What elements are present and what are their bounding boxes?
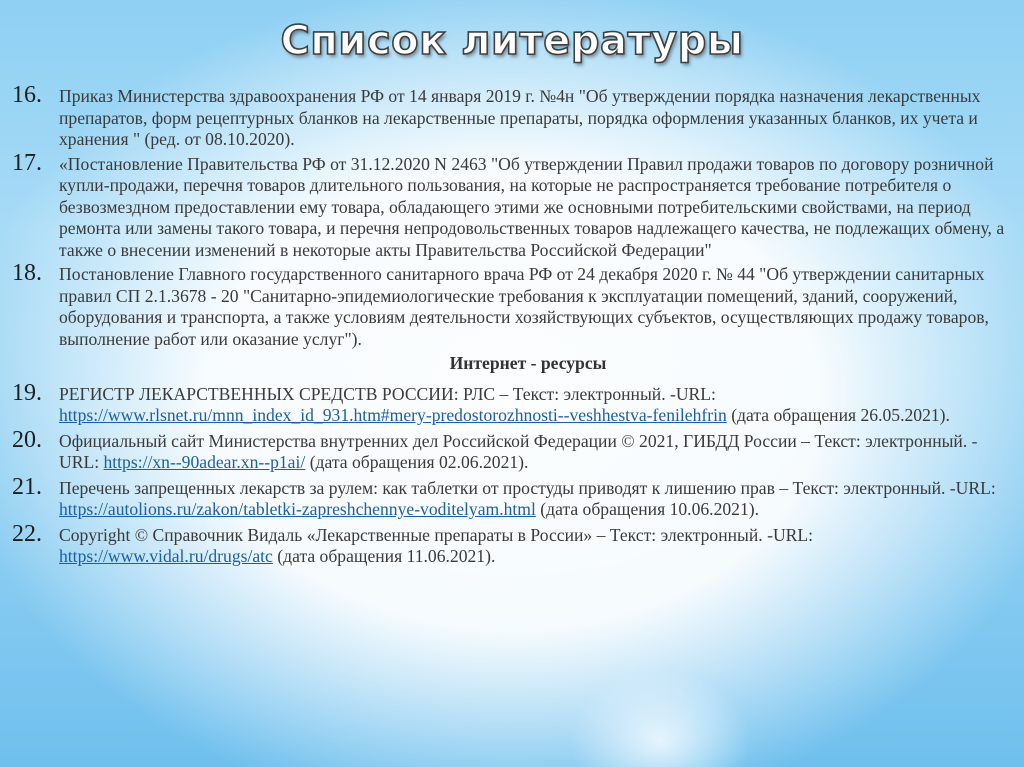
item-number: 18. xyxy=(12,260,42,286)
resource-link[interactable]: https://xn--90adear.xn--p1ai/ xyxy=(103,452,306,472)
item-number: 22. xyxy=(12,520,42,547)
item-text-before: Copyright © Справочник Видаль «Лекарственные препараты в России» – Текст: электронный. -URL: xyxy=(59,524,814,545)
list-item xyxy=(12,260,1014,350)
list-item xyxy=(12,82,1014,151)
item-text: Приказ Министерства здравоохранения РФ от 14 января 2019 г. №4н "Об утверждении порядка назначения лекарственных препаратов, форм рецептурных бланков на лекарственные препараты, порядка оформления указанных бланков, их учета и хранения " (ред. от 08.10.2020). xyxy=(59,86,981,149)
item-text: Постановление Главного государственного санитарного врача РФ от 24 декабря 2020 г. № 44 "Об утверждении санитарных правил СП 2.1.3678 - 20 "Санитарно-эпидемиологические требования к эксплуатации помещений, зданий, сооружений, оборудования и транспорта, а также условиям деятельности хозяйствующих субъектов, осуществляющих продажу товаров, выполнение работ или оказание услуг"). xyxy=(59,264,989,349)
list-item xyxy=(12,379,1014,427)
item-text: «Постановление Правительства РФ от 31.12.2020 N 2463 "Об утверждении Правил продажи товаров по договору розничной купли-продажи, перечня товаров длительного пользования, на которые не распространяется требование потребителя о безвозмездном предоставлении ему товара, обладающего этими же основными потребительскими свойствами, на период ремонта или замены такого товара, и перечня непродовольственных товаров надлежащего качества, не подлежащих обмену, а также о внесении изменений в некоторые акты Правительства Российской Федерации" xyxy=(59,153,1005,260)
list-item xyxy=(12,149,1014,262)
item-number: 19. xyxy=(12,379,42,406)
item-number: 17. xyxy=(12,149,42,176)
internet-resources-heading: Интернет - ресурсы xyxy=(449,353,607,373)
item-text xyxy=(59,525,813,567)
item-number: 20. xyxy=(12,426,42,453)
item-text-before: РЕГИСТР ЛЕКАРСТВЕННЫХ СРЕДСТВ РОССИИ: РЛС – Текст: электронный. -URL: xyxy=(59,383,716,404)
item-text-after: (дата обращения 26.05.2021). xyxy=(731,405,950,425)
item-text xyxy=(59,478,996,520)
item-text-after: (дата обращения 02.06.2021). xyxy=(309,452,529,472)
list-item xyxy=(12,426,1014,474)
resource-link[interactable]: https://autolions.ru/zakon/tabletki-zapreshchennye-voditelyam.html xyxy=(59,499,536,519)
resource-link[interactable]: https://www.rlsnet.ru/mnn_index_id_931.htm#mery-predostorozhnosti--veshhestva-fenilehfrin xyxy=(59,405,727,425)
item-number: 21. xyxy=(12,473,42,500)
slide-title: Список литературы xyxy=(280,18,744,64)
item-text-after: (дата обращения 10.06.2021). xyxy=(540,499,760,519)
reference-list xyxy=(12,82,1014,571)
item-text-before: Официальный сайт Министерства внутренних дел Российской Федерации © 2021, ГИБДД России – Текст: электронный. -URL: xyxy=(59,430,978,472)
item-text-before: Перечень запрещенных лекарств за рулем: как таблетки от простуды приводят к лишению прав – Текст: электронный. -URL: xyxy=(59,477,996,498)
item-text-after: (дата обращения 11.06.2021). xyxy=(277,546,496,566)
list-item xyxy=(12,520,1014,568)
item-text xyxy=(59,384,950,426)
item-number: 16. xyxy=(12,82,42,108)
list-item xyxy=(12,473,1014,521)
resource-link[interactable]: https://www.vidal.ru/drugs/atc xyxy=(59,546,273,566)
item-text xyxy=(59,431,978,473)
